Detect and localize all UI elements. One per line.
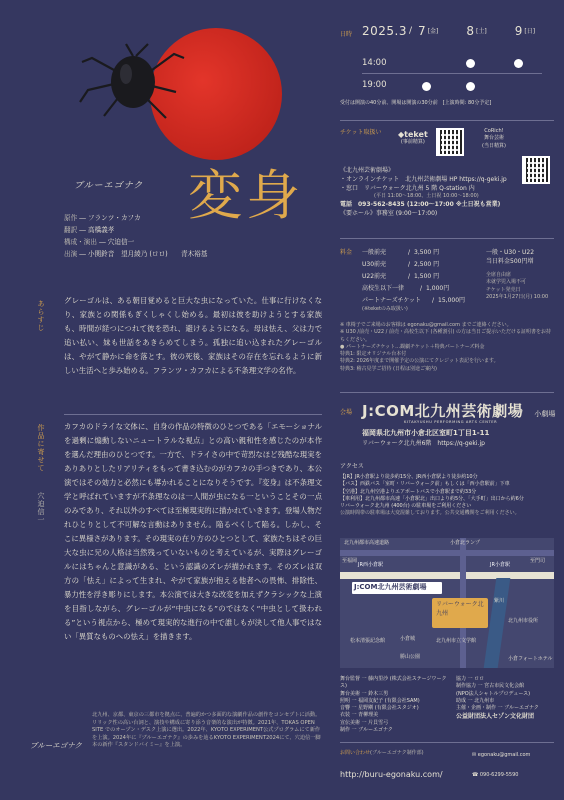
divider (340, 392, 554, 393)
ticket-line: (平日 11:00〜18:00、土日祝 10:00〜18:00) (374, 193, 479, 199)
company-logo: ブルーエゴナク (74, 181, 144, 191)
price-note: チケット発売日 (486, 286, 521, 293)
credit-line: 原作 ― フランツ・カフカ (64, 214, 141, 222)
price-row: U22前売 / 1,500 円 (362, 272, 440, 280)
map-label: 至福岡 (342, 558, 358, 564)
map-label: 北九州市立文学館 (436, 638, 477, 644)
map-label: 紫川 (494, 598, 505, 604)
essay-author: 穴迫信一 (37, 492, 45, 524)
performance-marker-icon (422, 82, 431, 91)
price-row: 一般前売 / 3,500 円 (362, 248, 440, 256)
credit-line: 出演 ― 小関鈴音 望月綾乃 (ロロ) 青木裕基 (64, 249, 208, 258)
access-line: 【車利用】北九州都市高速「小倉駅北」出口より約5分、「大手町」出口から約6分 (340, 495, 524, 502)
map-venue-label: J:COM北九州芸術劇場 (354, 583, 427, 591)
ticket-line: ・窓口 リバーウォーク北九州 5 階 Q-station 内 (340, 185, 475, 192)
venue-label: 会場 (340, 409, 353, 416)
ticket-line: 《要ホール》事務室 (9:00〜17:00) (340, 210, 438, 218)
map-label: 勝山公園 (400, 654, 421, 660)
year-month: 2025.3 (362, 24, 407, 38)
staff-line: 制作協力 一 宮古市民文化会館 (456, 683, 525, 690)
price-note: ● パートナーズチケット…観劇チケット＋特典パートナーズ料金 (340, 343, 485, 350)
price-note: 2025年1月27日(月) 10:00 (486, 293, 549, 300)
access-label: アクセス (340, 463, 364, 470)
map-label: 小倉北ランプ (450, 540, 481, 546)
staff-line: 協力 一 ロロ (456, 676, 485, 682)
access-line: 公演時間帯の駐車場は大変混雑しております。公共交通機関をご利用ください。 (340, 510, 520, 517)
price-right-line: 一般・U30・U22 (486, 249, 535, 256)
access-line: リバーウォーク北九州 (400台) の駐車場をご利用ください (340, 503, 472, 509)
ticket-phone: 電話 093-562-8435 (12:00〜17:00 ※土日祝も営業) (340, 201, 501, 209)
building-line: リバーウォーク北九州6階 (362, 439, 432, 447)
staff-credits-right (456, 676, 556, 721)
teket-qr-code[interactable] (436, 128, 464, 156)
staff-line: 音響 一 星野剛 (有限会社スタジオ) (340, 705, 419, 711)
map-label: 小倉フォートホテル (508, 656, 553, 662)
price-row: パートナーズチケット / 15,000円 (362, 296, 466, 304)
performance-marker-icon (514, 59, 523, 68)
staff-line: 宣伝美術 一 片貝雪弓 (340, 719, 389, 726)
credits (64, 214, 324, 260)
staff-line: 舞台監督 一 藤内里沙 (株式会社ステージワークス) (340, 676, 447, 690)
synopsis-label: あらすじ (37, 300, 45, 332)
staff-line: 舞台美術 一 鈴木三男 (340, 690, 389, 697)
venue-link[interactable]: https://q-geki.jp (437, 439, 485, 447)
profile-logo: ブルーエゴナク (30, 741, 82, 750)
price-list (362, 246, 480, 313)
ticket-line: 《北九州芸術劇場》 (340, 167, 395, 174)
map-label: 北九州都市高速道路 (344, 540, 390, 546)
partner-note: (※teketのみ取扱い) (362, 306, 408, 312)
corich-logo: CoRich! 舞台芸術 (当日精算) (482, 128, 506, 149)
price-note: ※ 車椅子でご来場のお客様は egonaku@gmail.com までご連絡ください。 (340, 322, 512, 328)
map-label: リバーウォーク北九州 (436, 601, 484, 617)
prices-label: 料金 (340, 249, 353, 256)
map-label: JR小倉駅 (490, 562, 510, 568)
map-label: 至門司 (530, 558, 546, 564)
map-label: 松本清張記念館 (350, 638, 386, 644)
access-info (340, 474, 556, 518)
staff-line: (NPO法人シャトルプロデュース) (456, 690, 531, 697)
schedule-grid (362, 52, 542, 96)
page-title: 変身 (188, 164, 304, 227)
sponsor-logo: 公益財団法人セゾン文化財団 (456, 713, 535, 721)
access-line: 【空港】北九州空港よりエアポートバスで小倉駅まで約33分 (340, 488, 477, 495)
divider (340, 742, 554, 743)
time-slot: 19:00 (362, 80, 387, 90)
price-right-line: 当日料金500円増 (486, 258, 534, 265)
price-row: 高校生以下一律 / 1,000円 (362, 284, 450, 292)
staff-line: 照明 一 福岡友紀子 (有限会社SAM) (340, 697, 420, 704)
map-label: JR西小倉駅 (358, 562, 383, 568)
ticket-info (340, 166, 554, 218)
essay-label: 作品に寄せて (37, 424, 45, 472)
tickets-label: チケット取扱い (340, 129, 382, 136)
date-dow: 土 (478, 27, 485, 35)
contact-url[interactable]: http://buru-egonaku.com/ (340, 770, 443, 779)
contact-label: お問い合わせ(ブルーエゴナク制作部) (340, 750, 424, 756)
access-line: 【バス】西鉄バス「室町・リバーウォーク前」もしくは「西小倉駅前」下車 (340, 481, 510, 488)
contact-phone[interactable]: ☎ 090-6299-5590 (472, 772, 519, 778)
divider (340, 238, 554, 239)
staff-line: 主催・企画・制作 一 ブルーエゴナク (456, 705, 539, 711)
price-note: 特典3: 稽古見学ご招待 (日程は別途ご案内) (340, 365, 437, 372)
performance-marker-icon (466, 59, 475, 68)
venue-address (362, 428, 556, 448)
divider (340, 120, 554, 121)
venue-name-en: KITAKYUSHU PERFORMING ARTS CENTER (404, 420, 498, 424)
staff-line: 助成 一 北九州市 (456, 697, 495, 704)
date-day: 8 (466, 24, 475, 38)
reception-note: 受付は開演の40分前、開場は開演の30分前 [上演時間: 80分予定] (340, 100, 492, 106)
price-row: U30前売 / 2,500 円 (362, 260, 440, 268)
performance-marker-icon (466, 82, 475, 91)
price-notes (340, 322, 556, 373)
contact-email[interactable]: ✉ egonaku@gmail.com (472, 752, 531, 758)
credit-line: 構成・演出 ― 穴迫信一 (64, 237, 135, 246)
essay-text: カフカのドライな文体に、自身の作品の特徴のひとつである「エモーショナルを過剰に煽動しないニュートラルな視点」との高い親和性を感じたのが本作を選んだ理由のひとつです。一方で、ドライさの中で苛烈なほど残酷な現実をありありとしたリアリティをもって書き込むのがカフカの手つきであり、本公演ではその効力と必然にも導かれることになりそうです。『変身』は不条理文学と呼ばれていますが不条理なのは一人間が虫になる一ということその一点のみであり、それ以外のすべては至極現実的に描かれていきます。登場人物だれひとりとして不可解な言動はありません。陥るべくして陥る。しかし、そこに異様さがあります。その現実の在り方のひとつとして、家族たちはその巨大な虫に兄の人格は当然残っていないものと考えているが、実際はグレーゴルにはちゃんと意識がある、という認識のズレが描かれます。そのズレは双方の「怯え」によって生まれ、やがて家族が抱える他者への畏怖、排除性、暴力性を浮き彫りにします。本公演では大きな改変を加えずクラシックな上演を目指しながら、グレーゴルが“中虫になる”のではなく“中虫として扱われる”という視点から、極めて現実的な進行の中で誰しもが決して他人事ではない「異質なものへの怯え」を描きます。 (64, 422, 322, 641)
map-label: 北九州市役所 (508, 618, 539, 624)
company-profile: 北九州、京都、東京の三都市を拠点に、普遍的かつ多面的な演劇作品の創作をコンセプトに活動。リリック性の高い台詞と、演技や構成に寄り添う音楽的な演出が特徴。2021年、TOKAS OPEN SITE でのオープン・デスク上演に選出。2022年、KYOTO EXPERIMENT公式プログラムにて新作を上演。2024年に『ブルーエゴナク』の歩みを辿るKYOTO EXPERIMENT2024にて、穴迫信一脚本の新作『スタンドバイミー』を上演。 (92, 712, 321, 749)
price-right (486, 248, 558, 301)
staff-line: 衣装 一 青柳理美 (340, 712, 379, 719)
credit-line: 翻訳 ― 高橋義孝 (64, 225, 115, 234)
price-note: ※ U30 /前売・U22 / 前売・高校生以下 (各種割引) の方は当日ご提示いただける証明書をお持ちください。 (340, 329, 552, 343)
date-day: 7 (418, 24, 426, 38)
address-line: 福岡県北九州市小倉北区室町1丁目1-11 (362, 429, 490, 437)
time-slot: 14:00 (362, 57, 387, 68)
beetle-illustration (78, 40, 188, 120)
venue-name: J:COM北九州芸術劇場 小劇場 (362, 402, 556, 420)
price-note: 特典1: 限定オリジナル台本付 (340, 351, 407, 357)
price-note: 未就学児入場不可 (486, 279, 527, 286)
date-row: 2025.3 / 7 [金] 8 [土] 9 [日] (362, 24, 536, 38)
date-day: 9 (514, 24, 523, 38)
access-line: 【JR】JR小倉駅より徒歩約15分、JR西小倉駅より徒歩約10分 (340, 474, 478, 480)
staff-credits-left (340, 676, 452, 734)
price-note: 特典2: 2026年度まで開催予定の公演にてクレジット表記を行います。 (340, 358, 499, 365)
map-label: 小倉城 (400, 636, 416, 642)
date-dow: 金 (430, 27, 437, 35)
price-note: 全席自由席 (486, 272, 512, 278)
access-map (340, 538, 554, 668)
date-dow: 日 (526, 27, 533, 35)
synopsis-text: グレーゴルは、ある朝目覚めると巨大な虫になっていた。仕事に行けなくなり、家族との関係もぎくしゃくし始める。最初は彼を助けようとする家族も、時間が経つにつれて彼を恐れ、避けるようになる。母は怯え、父は力で追い払い、妹も世話をあきらめてしまう。孤独に追い込まれたグレーゴルは、やがて静かに命を落とす。彼の死後、家族はその存在を忘れるように新しい生活へと歩み始める。フランツ・カフカによる不条理文学の名作。 (64, 296, 322, 375)
staff-line: 制作 一 ブルーエゴナク (340, 726, 393, 733)
dates-label: 日時 (340, 31, 353, 38)
ticket-line: ・オンラインチケット 北九州芸術劇場 HP https://q-geki.jp (340, 176, 507, 183)
teket-logo: ◆teket (事前精算) (398, 130, 428, 145)
divider (64, 414, 322, 415)
